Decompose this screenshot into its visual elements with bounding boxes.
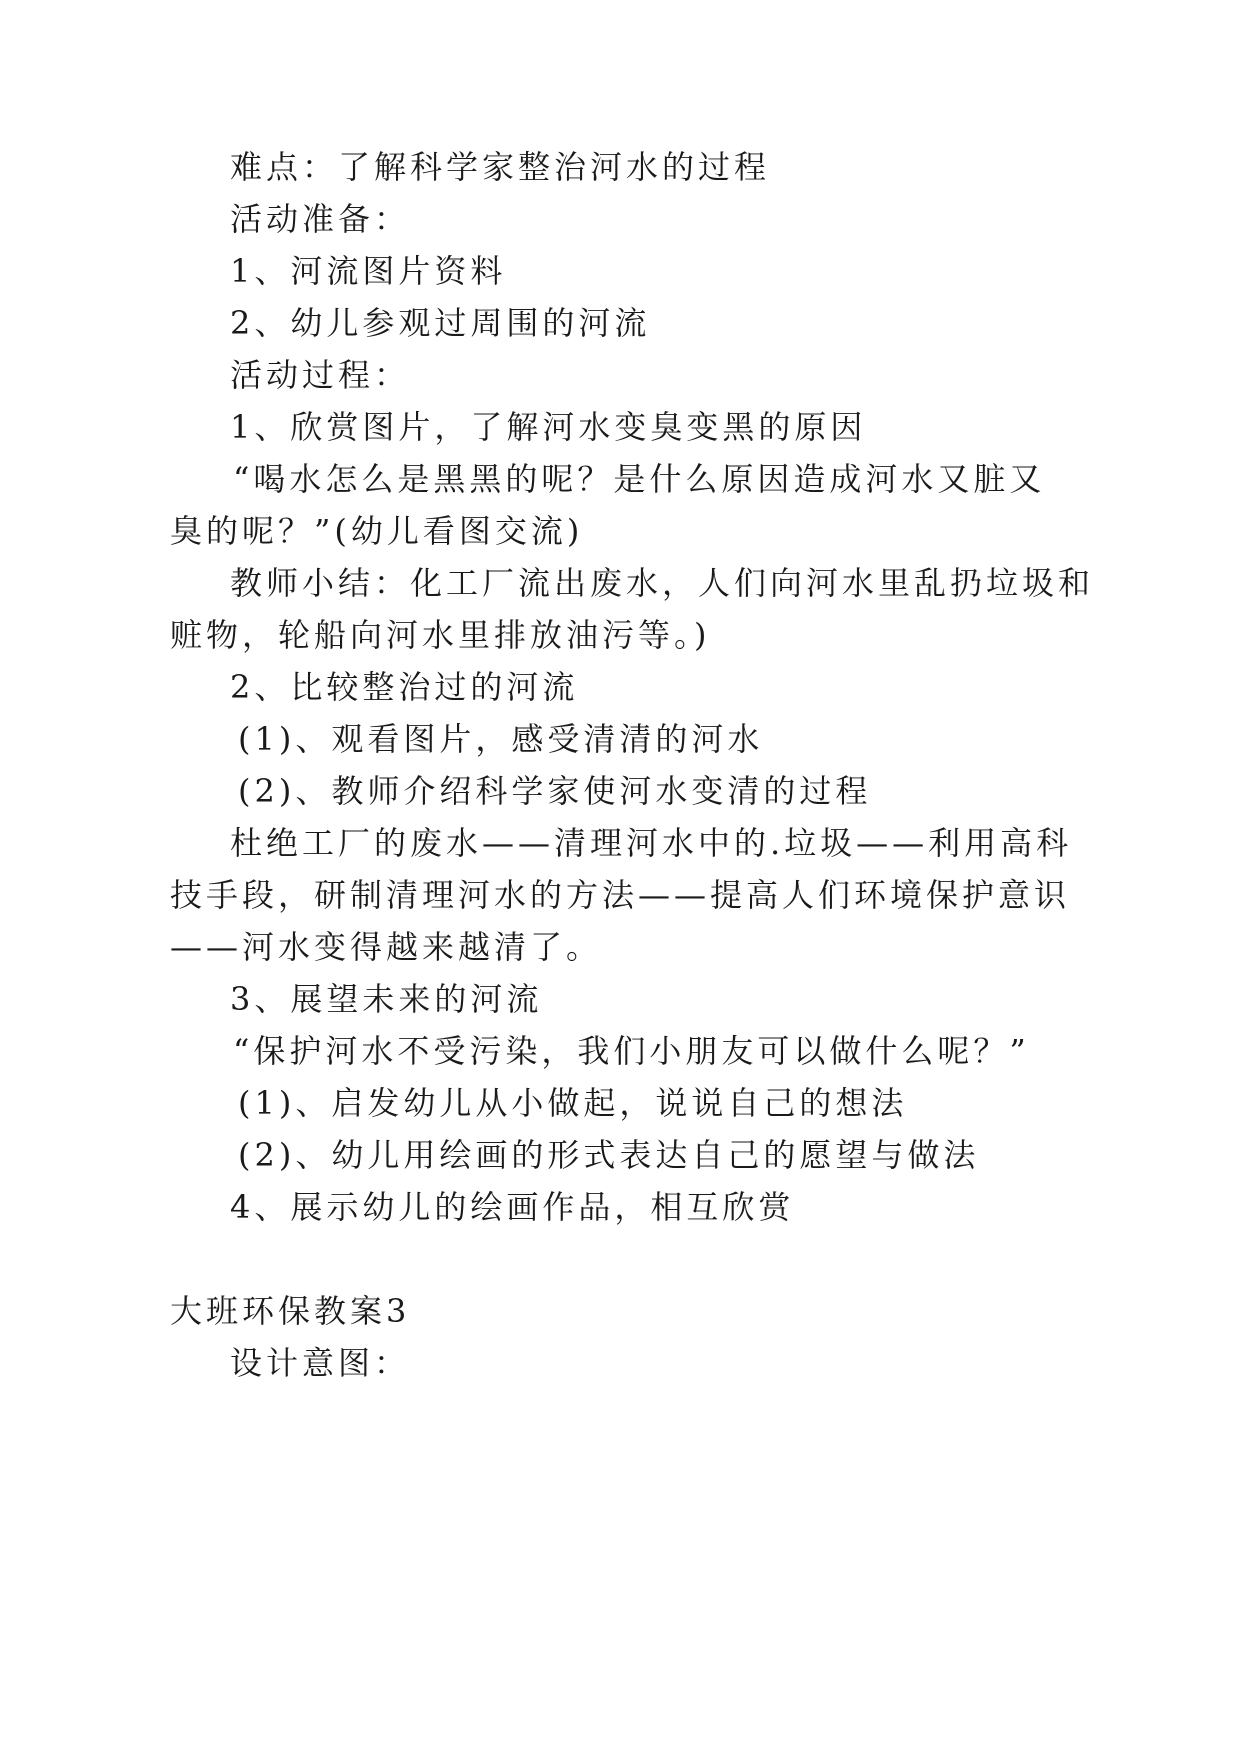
text-line: (2)、教师介绍科学家使河水变清的过程 <box>238 772 872 810</box>
text-line: ——河水变得越来越清了。 <box>170 928 603 966</box>
text-line: (2)、幼儿用绘画的形式表达自己的愿望与做法 <box>238 1136 980 1174</box>
text-line: (1)、观看图片，感受清清的河水 <box>238 720 764 758</box>
text-line: “喝水怎么是黑黑的呢？是什么原因造成河水又脏又 <box>233 460 1046 498</box>
text-line: 难点：了解科学家整治河水的过程 <box>230 148 771 186</box>
text-line: 1、欣赏图片，了解河水变臭变黑的原因 <box>230 408 867 446</box>
text-line: “保护河水不受污染，我们小朋友可以做什么呢？” <box>233 1032 1030 1070</box>
text-line: 4、展示幼儿的绘画作品，相互欣赏 <box>230 1188 795 1226</box>
text-line: 活动准备： <box>230 200 411 238</box>
text-line: 设计意图： <box>230 1344 411 1382</box>
text-line: 技手段，研制清理河水的方法——提高人们环境保护意识 <box>170 876 1071 914</box>
text-line: 3、展望未来的河流 <box>230 980 543 1018</box>
text-line: 2、比较整治过的河流 <box>230 668 579 706</box>
text-line: 2、幼儿参观过周围的河流 <box>230 304 651 342</box>
text-line: 1、河流图片资料 <box>230 252 507 290</box>
text-line: 教师小结：化工厂流出废水，人们向河水里乱扔垃圾和 <box>230 564 1095 602</box>
text-line: 赃物，轮船向河水里排放油污等。) <box>170 616 711 654</box>
text-line: 臭的呢？”(幼儿看图交流) <box>170 512 584 550</box>
text-line: (1)、启发幼儿从小做起，说说自己的想法 <box>238 1084 908 1122</box>
text-line: 活动过程： <box>230 356 411 394</box>
text-line: 杜绝工厂的废水——清理河水中的.垃圾——利用高科 <box>230 824 1073 862</box>
section-heading: 大班环保教案3 <box>170 1292 411 1330</box>
